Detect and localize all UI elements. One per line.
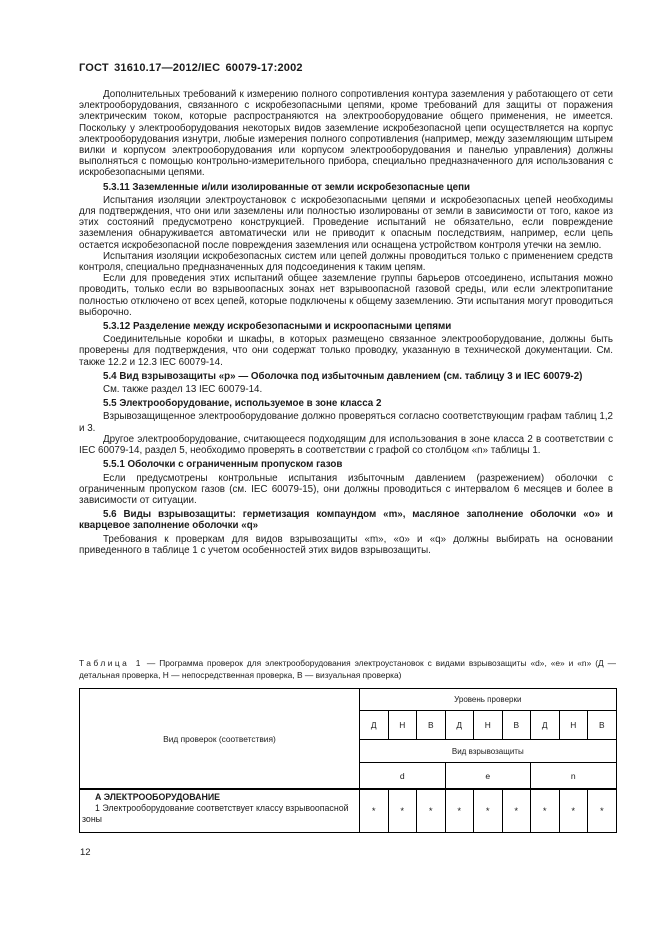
paragraph: Если для проведения этих испытаний общее заземление группы барьеров отсоединено, испытания можно проводить, только если во взрывоопасных зонах нет взрывоопасной газовой среды, или если электропитание полностью отключено от всех цепей, которые подключены к общему заземлению. Эти испытания могут проводиться выборочно. <box>79 273 613 318</box>
level-cell: Н <box>474 711 503 740</box>
table-item-text: 1 Электрооборудование соответствует классу взрывоопасной зоны <box>82 803 349 824</box>
protection-type-n: n <box>531 763 617 790</box>
document-header: ГОСТ 31610.17—2012/IEC 60079-17:2002 <box>79 62 303 74</box>
page-number: 12 <box>80 847 91 858</box>
mark-cell: * <box>474 789 503 833</box>
paragraph: См. также раздел 13 IEC 60079-14. <box>103 384 263 396</box>
paragraph: Соединительные коробки и шкафы, в которых размещено связанное электрооборудование, должны быть проверены для подтверждения, что они содержат только проводку, указанную в технической документации. См. также 12.2 и 12.3 IEC 60079-14. <box>79 334 613 368</box>
mark-cell: * <box>388 789 417 833</box>
paragraph: Требования к проверкам для видов взрывозащиты «m», «о» и «q» должны выбирать на основании приведенного в таблице 1 с учетом особенностей этих видов взрывозащиты. <box>79 533 613 556</box>
mark-cell: * <box>559 789 588 833</box>
mark-cell: * <box>502 789 531 833</box>
section-heading-5-5: 5.5 Электрооборудование, используемое в зоне класса 2 <box>103 398 382 410</box>
paragraph: Другое электрооборудование, считающееся подходящим для использования в зоне класса 2 в соответствии с IEC 60079-14, раздел 5, необходимо проверять в соответствии с графой со столбцом «n» таблицы 1. <box>79 433 613 457</box>
level-cell: Д <box>445 711 474 740</box>
paragraph: Испытания изоляции искробезопасных систем или цепей должны проводиться только с применением средств контроля, специально предназначенных для подсоединения к таким цепям. <box>79 250 613 274</box>
table-section-title: А ЭЛЕКТРООБОРУДОВАНИЕ <box>95 792 221 802</box>
table-caption-text: — Программа проверок для электрооборудования электроустановок с видами взрывозащиты «d», «е» и «n» (Д — детальная проверка, Н — непосредственная проверка, В — визуальная проверка) <box>79 658 616 680</box>
table-1-block <box>79 658 616 858</box>
mark-cell: * <box>588 789 617 833</box>
document-body <box>79 62 613 556</box>
level-cell: Д <box>360 711 389 740</box>
level-cell: Д <box>531 711 560 740</box>
table-header-inspection-level: Уровень проверки <box>360 689 617 711</box>
section-heading-5-3-11: 5.3.11 Заземленные и/или изолированные от земли искробезопасные цепи <box>103 181 471 193</box>
table-header-check-type: Вид проверок (соответствия) <box>80 689 360 790</box>
mark-cell: * <box>531 789 560 833</box>
level-cell: Н <box>559 711 588 740</box>
table-caption <box>79 658 616 681</box>
section-heading-5-5-1: 5.5.1 Оболочки с ограниченным пропуском газов <box>103 459 343 471</box>
section-heading-5-3-12: 5.3.12 Разделение между искробезопасными и искроопасными цепями <box>103 321 452 333</box>
mark-cell: * <box>445 789 474 833</box>
section-heading-5-4: 5.4 Вид взрывозащиты «р» — Оболочка под избыточным давлением (см. таблицу 3 и IEC 60079-2) <box>103 370 583 382</box>
table-caption-label: Таблица 1 <box>79 658 143 668</box>
level-cell: Н <box>388 711 417 740</box>
paragraph: Если предусмотрены контрольные испытания избыточным давлением (разрежением) оболочки с ограниченным пропуском газов (см. IEC 60079-15), они должны проводиться с интервалом 6 месяцев и более в зависимости от ситуации. <box>79 472 613 506</box>
protection-type-e: e <box>445 763 531 790</box>
protection-type-d: d <box>360 763 446 790</box>
level-cell: В <box>417 711 446 740</box>
paragraph: Дополнительных требований к измерению полного сопротивления контура заземления у работающего от сети электрооборудования, связанного с искробезопасными цепями, кроме требований для защиты от поражения электрическим током, которые распространяются на электрооборудование общего применения, не имеется. Поскольку у электрооборудования некоторых видов заземление искробезопасной цепи осуществляется на корпус электрооборудования изнутри, любые измерения полного сопротивления (например, между заземляющим штырем вилки и корпусом электрооборудования или корпусом электрооборудования и панелью управления) должны выполняться с помощью контрольно-измерительного прибора, специально предназначенного для использования с искробезопасными цепями. <box>79 89 613 179</box>
table-row-description <box>80 789 360 833</box>
inspection-schedule-table <box>79 688 617 833</box>
paragraph: Взрывозащищенное электрооборудование должно проверяться согласно соответствующим графам таблиц 1,2 и 3. <box>79 411 613 434</box>
table-header-protection-type: Вид взрывозащиты <box>360 740 617 763</box>
section-heading-5-6: 5.6 Виды взрывозащиты: герметизация компаундом «m», масляное заполнение оболочки «о» и кварцевое заполнение оболочки «q» <box>79 509 613 532</box>
mark-cell: * <box>360 789 389 833</box>
level-cell: В <box>588 711 617 740</box>
level-cell: В <box>502 711 531 740</box>
paragraph: Испытания изоляции электроустановок с искробезопасными цепями и искробезопасных цепей необходимы для подтверждения, что они или заземлены или полностью изолированы от земли в зависимости от того, какое из этих состояний предусмотрено конструкцией. Проведение испытаний не обязательно, если повреждение заземления обнаруживается автоматически или не приводит к опасным последствиям, например, если цепь остается искробезопасной после повреждения заземления или оснащена устройством контроля утечки на землю. <box>79 194 613 251</box>
mark-cell: * <box>417 789 446 833</box>
